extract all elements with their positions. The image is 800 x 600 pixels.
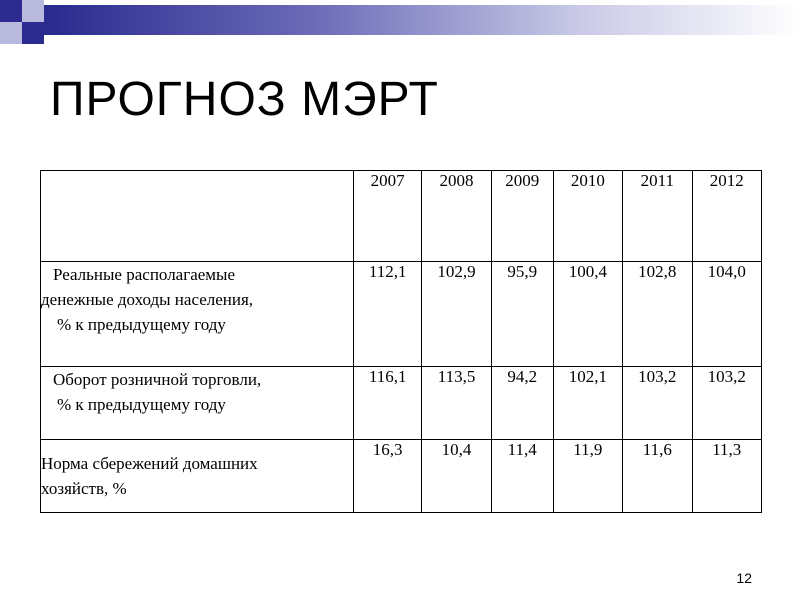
table-cell: 11,6	[623, 440, 692, 513]
row-label-line: Норма сбережений домашних	[41, 454, 258, 473]
year-header: 2009	[491, 171, 553, 262]
row-label	[41, 440, 354, 513]
row-label-line: Реальные располагаемые	[53, 265, 236, 284]
table-cell: 116,1	[354, 367, 422, 440]
year-header: 2007	[354, 171, 422, 262]
deco-square	[22, 22, 44, 44]
table-row	[41, 262, 762, 367]
deco-square	[44, 5, 52, 35]
table-cell: 94,2	[491, 367, 553, 440]
row-label-line: % к предыдущему году	[57, 315, 226, 334]
page-number: 12	[736, 570, 752, 586]
table-cell: 113,5	[422, 367, 491, 440]
slide-title: ПРОГНОЗ МЭРТ	[50, 73, 439, 126]
table-cell: 95,9	[491, 262, 553, 367]
row-label	[41, 262, 354, 367]
header-corner-cell	[41, 171, 354, 262]
year-header: 2008	[422, 171, 491, 262]
table-row	[41, 367, 762, 440]
year-header: 2012	[692, 171, 762, 262]
table-cell: 112,1	[354, 262, 422, 367]
table-cell: 102,8	[623, 262, 692, 367]
header-gradient-bar	[52, 5, 800, 35]
table-row	[41, 440, 762, 513]
row-label-line: хозяйств, %	[41, 479, 127, 498]
forecast-table	[40, 170, 762, 513]
table-cell: 11,3	[692, 440, 762, 513]
row-label	[41, 367, 354, 440]
table-cell: 16,3	[354, 440, 422, 513]
table-cell: 104,0	[692, 262, 762, 367]
deco-square	[22, 0, 44, 22]
table-cell: 11,9	[553, 440, 622, 513]
table-cell: 10,4	[422, 440, 491, 513]
deco-square	[0, 22, 22, 44]
deco-square	[0, 0, 22, 22]
year-header: 2010	[553, 171, 622, 262]
table-cell: 11,4	[491, 440, 553, 513]
table-header-row	[41, 171, 762, 262]
row-label-line: % к предыдущему году	[57, 395, 226, 414]
row-label-line: денежные доходы населения,	[41, 290, 254, 309]
row-label-line: Оборот розничной торговли,	[53, 370, 262, 389]
table-cell: 100,4	[553, 262, 622, 367]
table-cell: 102,9	[422, 262, 491, 367]
table-cell: 102,1	[553, 367, 622, 440]
table-cell: 103,2	[692, 367, 762, 440]
table-cell: 103,2	[623, 367, 692, 440]
year-header: 2011	[623, 171, 692, 262]
